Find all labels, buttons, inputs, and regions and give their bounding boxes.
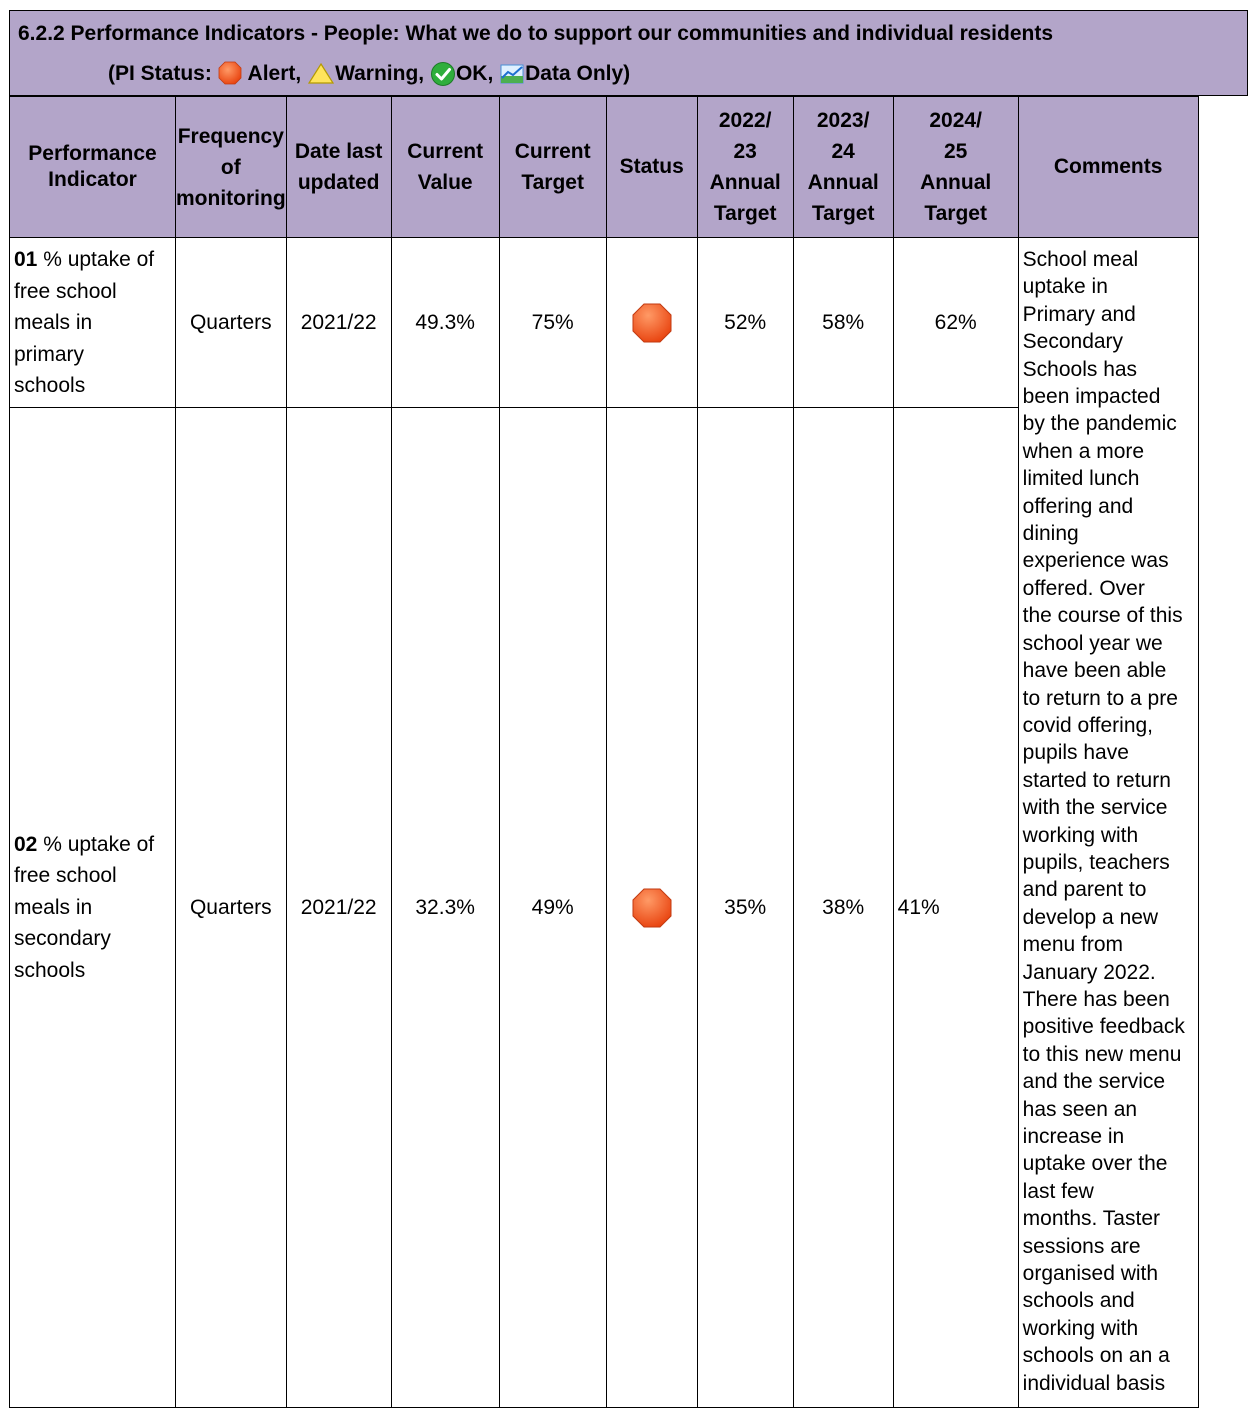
comment-line: experience was [1022,549,1169,573]
header-2023-24-target: 2023/ 24 Annual Target [793,97,893,238]
comment-line: There has been [1022,987,1170,1011]
current-value-cell: 49.3% [391,238,499,408]
comment-line: January 2022. [1022,960,1156,984]
frequency-cell: Quarters [176,238,287,408]
comment-line: when a more [1022,439,1145,463]
header-comments: Comments [1018,97,1198,238]
warning-icon [307,62,335,86]
performance-indicator-table [9,96,1199,1408]
comment-line: schools and [1022,1289,1135,1313]
target-2022-cell: 52% [697,238,793,408]
current-target-cell: 49% [499,408,606,1408]
comment-line: School meal [1022,248,1139,271]
comment-line: has seen an [1022,1097,1138,1121]
comment-line: uptake in [1022,275,1108,299]
comment-line: and the service [1022,1070,1166,1094]
comment-line: Secondary [1022,330,1124,354]
header-current-value: Current Value [391,97,499,238]
comment-line: the course of this [1022,604,1183,628]
comments-cell [1018,238,1198,1408]
alert-status-icon [631,887,673,929]
indicator-name-cell: 01 % uptake of free school meals in primary schools [10,238,176,408]
comment-line: months. Taster [1022,1207,1160,1231]
comment-line: increase in [1022,1125,1125,1148]
comment-line: to this new menu [1022,1042,1182,1066]
header-row [10,97,1199,238]
comment-line: sessions are [1022,1234,1141,1258]
legend-warning-label: Warning, [335,62,425,85]
legend-data-only-label: Data Only) [525,62,631,85]
current-value-cell: 32.3% [391,408,499,1408]
comment-line: offering and [1022,494,1134,518]
target-2024-cell: 41% [893,408,1018,1408]
comment-line: pupils, teachers [1022,850,1170,874]
comment-line: Primary and [1022,302,1136,326]
comment-line: schools on an a [1022,1344,1170,1368]
section-heading: 6.2.2 Performance Indicators - People: What we do to support our communities and individual residents [18,22,1054,45]
status-cell [606,238,697,408]
indicator-code: 01 [14,248,38,271]
legend-alert-label: Alert, [247,62,302,85]
table-row [10,238,1199,408]
comment-line: been impacted [1022,385,1161,409]
header-current-target: Current Target [499,97,606,238]
comment-line: pupils have [1022,741,1129,765]
comment-line: individual basis [1022,1371,1166,1395]
section-title-bar [9,10,1248,96]
frequency-cell: Quarters [176,408,287,1408]
legend-ok-label: OK, [455,62,494,85]
status-legend [108,61,630,87]
comment-line: develop a new [1022,905,1159,929]
comment-line: with the service [1022,796,1168,820]
comment-line: Schools has [1022,357,1138,381]
comment-line: working with [1022,1316,1139,1340]
target-2023-cell: 58% [793,238,893,408]
legend-prefix: (PI Status: [108,62,212,85]
comment-line: offered. Over [1022,576,1145,600]
comment-line: started to return [1022,768,1171,792]
date-cell: 2021/22 [286,408,391,1408]
comment-text [1023,246,1198,1397]
comment-line: school year we [1022,631,1163,655]
comment-line: have been able [1022,659,1167,683]
indicator-code: 02 [14,832,38,856]
document [9,10,1248,1398]
status-cell [606,408,697,1408]
comment-line: to return to a pre [1022,686,1178,710]
comment-line: dining [1022,522,1079,546]
header-2022-23-target: 2022/ 23 Annual Target [697,97,793,238]
date-cell: 2021/22 [286,238,391,408]
data-only-icon [499,62,525,86]
target-2022-cell: 35% [697,408,793,1408]
target-2024-cell: 62% [893,238,1018,408]
comment-line: organised with [1022,1262,1159,1286]
comment-line: covid offering, [1022,713,1154,737]
header-2024-25-target: 2024/ 25 Annual Target [893,97,1018,238]
header-frequency: Frequency of monitoring [176,97,287,238]
indicator-name-cell: 02 % uptake of free school meals in secondary schools [10,408,176,1408]
ok-icon [430,61,456,87]
header-date-last-updated: Date last updated [286,97,391,238]
alert-icon [218,61,242,87]
comment-line: last few [1022,1179,1094,1203]
header-status: Status [606,97,697,238]
comment-line: menu from [1022,933,1124,957]
comment-line: uptake over the [1022,1152,1168,1176]
comment-line: working with [1022,823,1139,847]
target-2023-cell: 38% [793,408,893,1408]
comment-line: positive feedback [1022,1015,1185,1039]
comment-line: by the pandemic [1022,412,1177,436]
comment-line: and parent to [1022,878,1147,902]
current-target-cell: 75% [499,238,606,408]
header-performance-indicator: Performance Indicator [10,97,176,238]
comment-line: limited lunch [1022,467,1140,491]
alert-status-icon [631,302,673,344]
